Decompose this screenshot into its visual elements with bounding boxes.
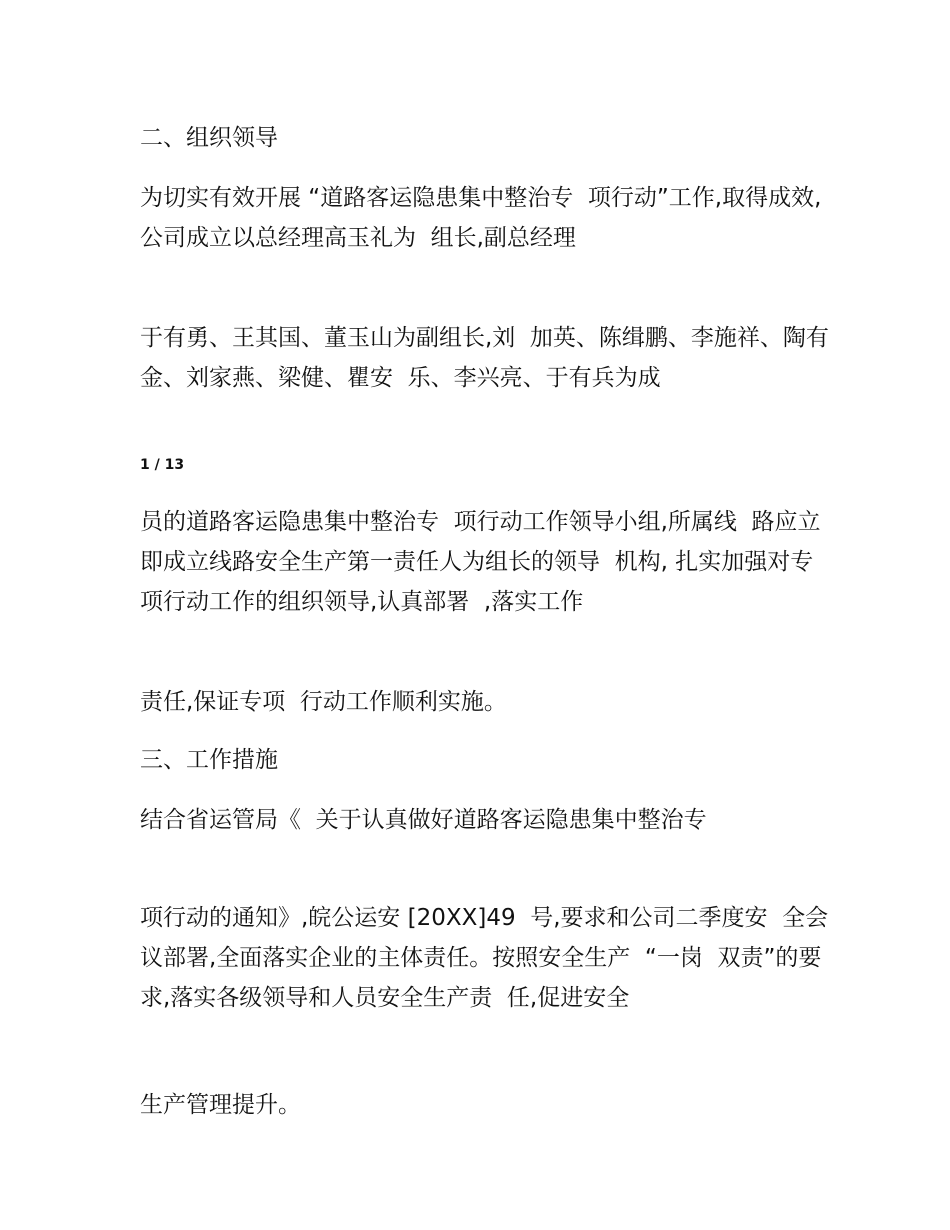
page-indicator: 1 / 13 xyxy=(140,457,185,473)
paragraph-management-improvement: 生产管理提升。 xyxy=(140,1092,301,1118)
paragraph-responsibility: 责任,保证专项 行动工作顺利实施。 xyxy=(140,689,507,715)
paragraph-deputy-members: 于有勇、王其国、董玉山为副组长,刘 加英、陈缉鹏、李施祥、陶有金、刘家燕、梁健、瞿安 乐、李兴亮、于有兵为成 xyxy=(140,325,829,391)
paragraph-safety-requirements: 项行动的通知》,皖公运安 [20XX]49 号,要求和公司二季度安 全会议部署,全面落实企业的主体责任。按照安全生产 “一岗 双责”的要求,落实各级领导和人员安全生产责 任,促进安全 xyxy=(140,905,829,1011)
paragraph-provincial-notice: 结合省运管局《 关于认真做好道路客运隐患集中整治专 xyxy=(140,807,707,833)
paragraph-launch-action: 为切实有效开展 “道路客运隐患集中整治专 项行动”工作,取得成效,公司成立以总经理高玉礼为 组长,副总经理 xyxy=(140,185,822,251)
section-heading-organization: 二、组织领导 xyxy=(140,125,278,151)
paragraph-leadership-group: 员的道路客运隐患集中整治专 项行动工作领导小组,所属线 路应立即成立线路安全生产第一责任人为组长的领导 机构, 扎实加强对专项行动工作的组织领导,认真部署 ,落实工作 xyxy=(140,509,821,615)
section-heading-measures: 三、工作措施 xyxy=(140,747,278,773)
